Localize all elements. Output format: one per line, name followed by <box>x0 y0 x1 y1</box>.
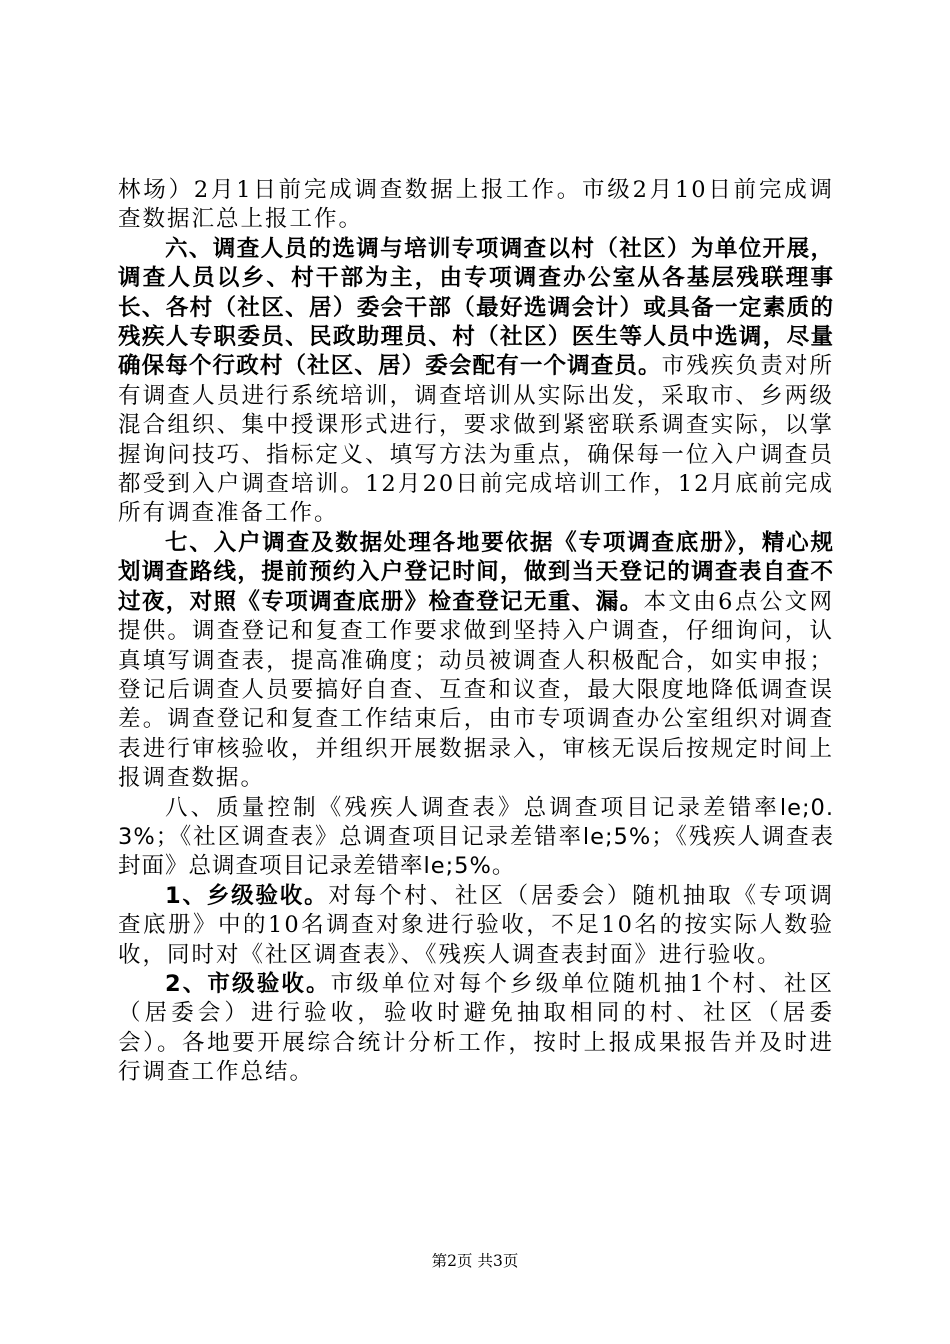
section-6-heading-text: 六、调查人员的选调与培训专项调查以村（社区）为单位开展，调查人员以乡、村干部为主，由专项调查办公室从各基层残联理事长、各村（社区、居）委会干部（最好选调会计）或具备一定素质的残疾人专职委员、民政助理员、村（社区）医生等人员中选调，尽量确保每个行政村（社区、居）委会配有一个调查员。 <box>118 235 834 380</box>
paragraph-section-8 <box>118 794 834 882</box>
city-acceptance-heading: 2、市级验收。 <box>165 970 331 997</box>
section-6-body-text: 市残疾负责对所有调查人员进行系统培训，调查培训从实际出发，采取市、乡两级混合组织、集中授课形式进行，要求做到紧密联系调查实际，以掌握询问技巧、指标定义、填写方法为重点，确保每一位入户调查员都受到入户调查培训。12月20日前完成培训工作，12月底前完成所有调查准备工作。 <box>118 353 834 527</box>
paragraph-section-6 <box>118 235 834 529</box>
page-number-footer: 第2页 共3页 <box>431 1252 519 1270</box>
township-acceptance-text: 对每个村、社区（居委会）随机抽取《专项调查底册》中的10名调查对象进行验收，不足10名的按实际人数验收，同时对《社区调查表》、《残疾人调查表封面》进行验收。 <box>118 882 834 968</box>
section-7-heading-text: 七、入户调查及数据处理各地要依据《专项调查底册》，精心规划调查路线，提前预约入户登记时间，做到当天登记的调查表自查不过夜，对照《专项调查底册》检查登记无重、漏。 <box>118 529 834 615</box>
section-8-text: 八、质量控制《残疾人调查表》总调查项目记录差错率le;0.3%；《社区调查表》总调查项目记录差错率le;5%；《残疾人调查表封面》总调查项目记录差错率le;5%。 <box>118 794 834 880</box>
paragraph-township-acceptance <box>118 882 834 970</box>
paragraph-section-7 <box>118 529 834 794</box>
document-body <box>118 176 834 1088</box>
township-acceptance-heading: 1、乡级验收。 <box>165 882 329 909</box>
paragraph-text: 林场）2月1日前完成调查数据上报工作。市级2月10日前完成调查数据汇总上报工作。 <box>118 177 834 233</box>
paragraph-city-acceptance <box>118 970 834 1088</box>
paragraph-data-reporting <box>118 176 834 235</box>
section-7-body-text: 本文由6点公文网提供。调查登记和复查工作要求做到坚持入户调查，仔细询问，认真填写调查表，提高准确度；动员被调查人积极配合，如实申报；登记后调查人员要搞好自查、互查和议查，最大限度地降低调查误差。调查登记和复查工作结束后，由市专项调查办公室组织对调查表进行审核验收，并组织开展数据录入，审核无误后按规定时间上报调查数据。 <box>118 588 834 792</box>
city-acceptance-text: 市级单位对每个乡级单位随机抽1个村、社区（居委会）进行验收，验收时避免抽取相同的村、社区（居委会）。各地要开展综合统计分析工作，按时上报成果报告并及时进行调查工作总结。 <box>118 970 834 1086</box>
